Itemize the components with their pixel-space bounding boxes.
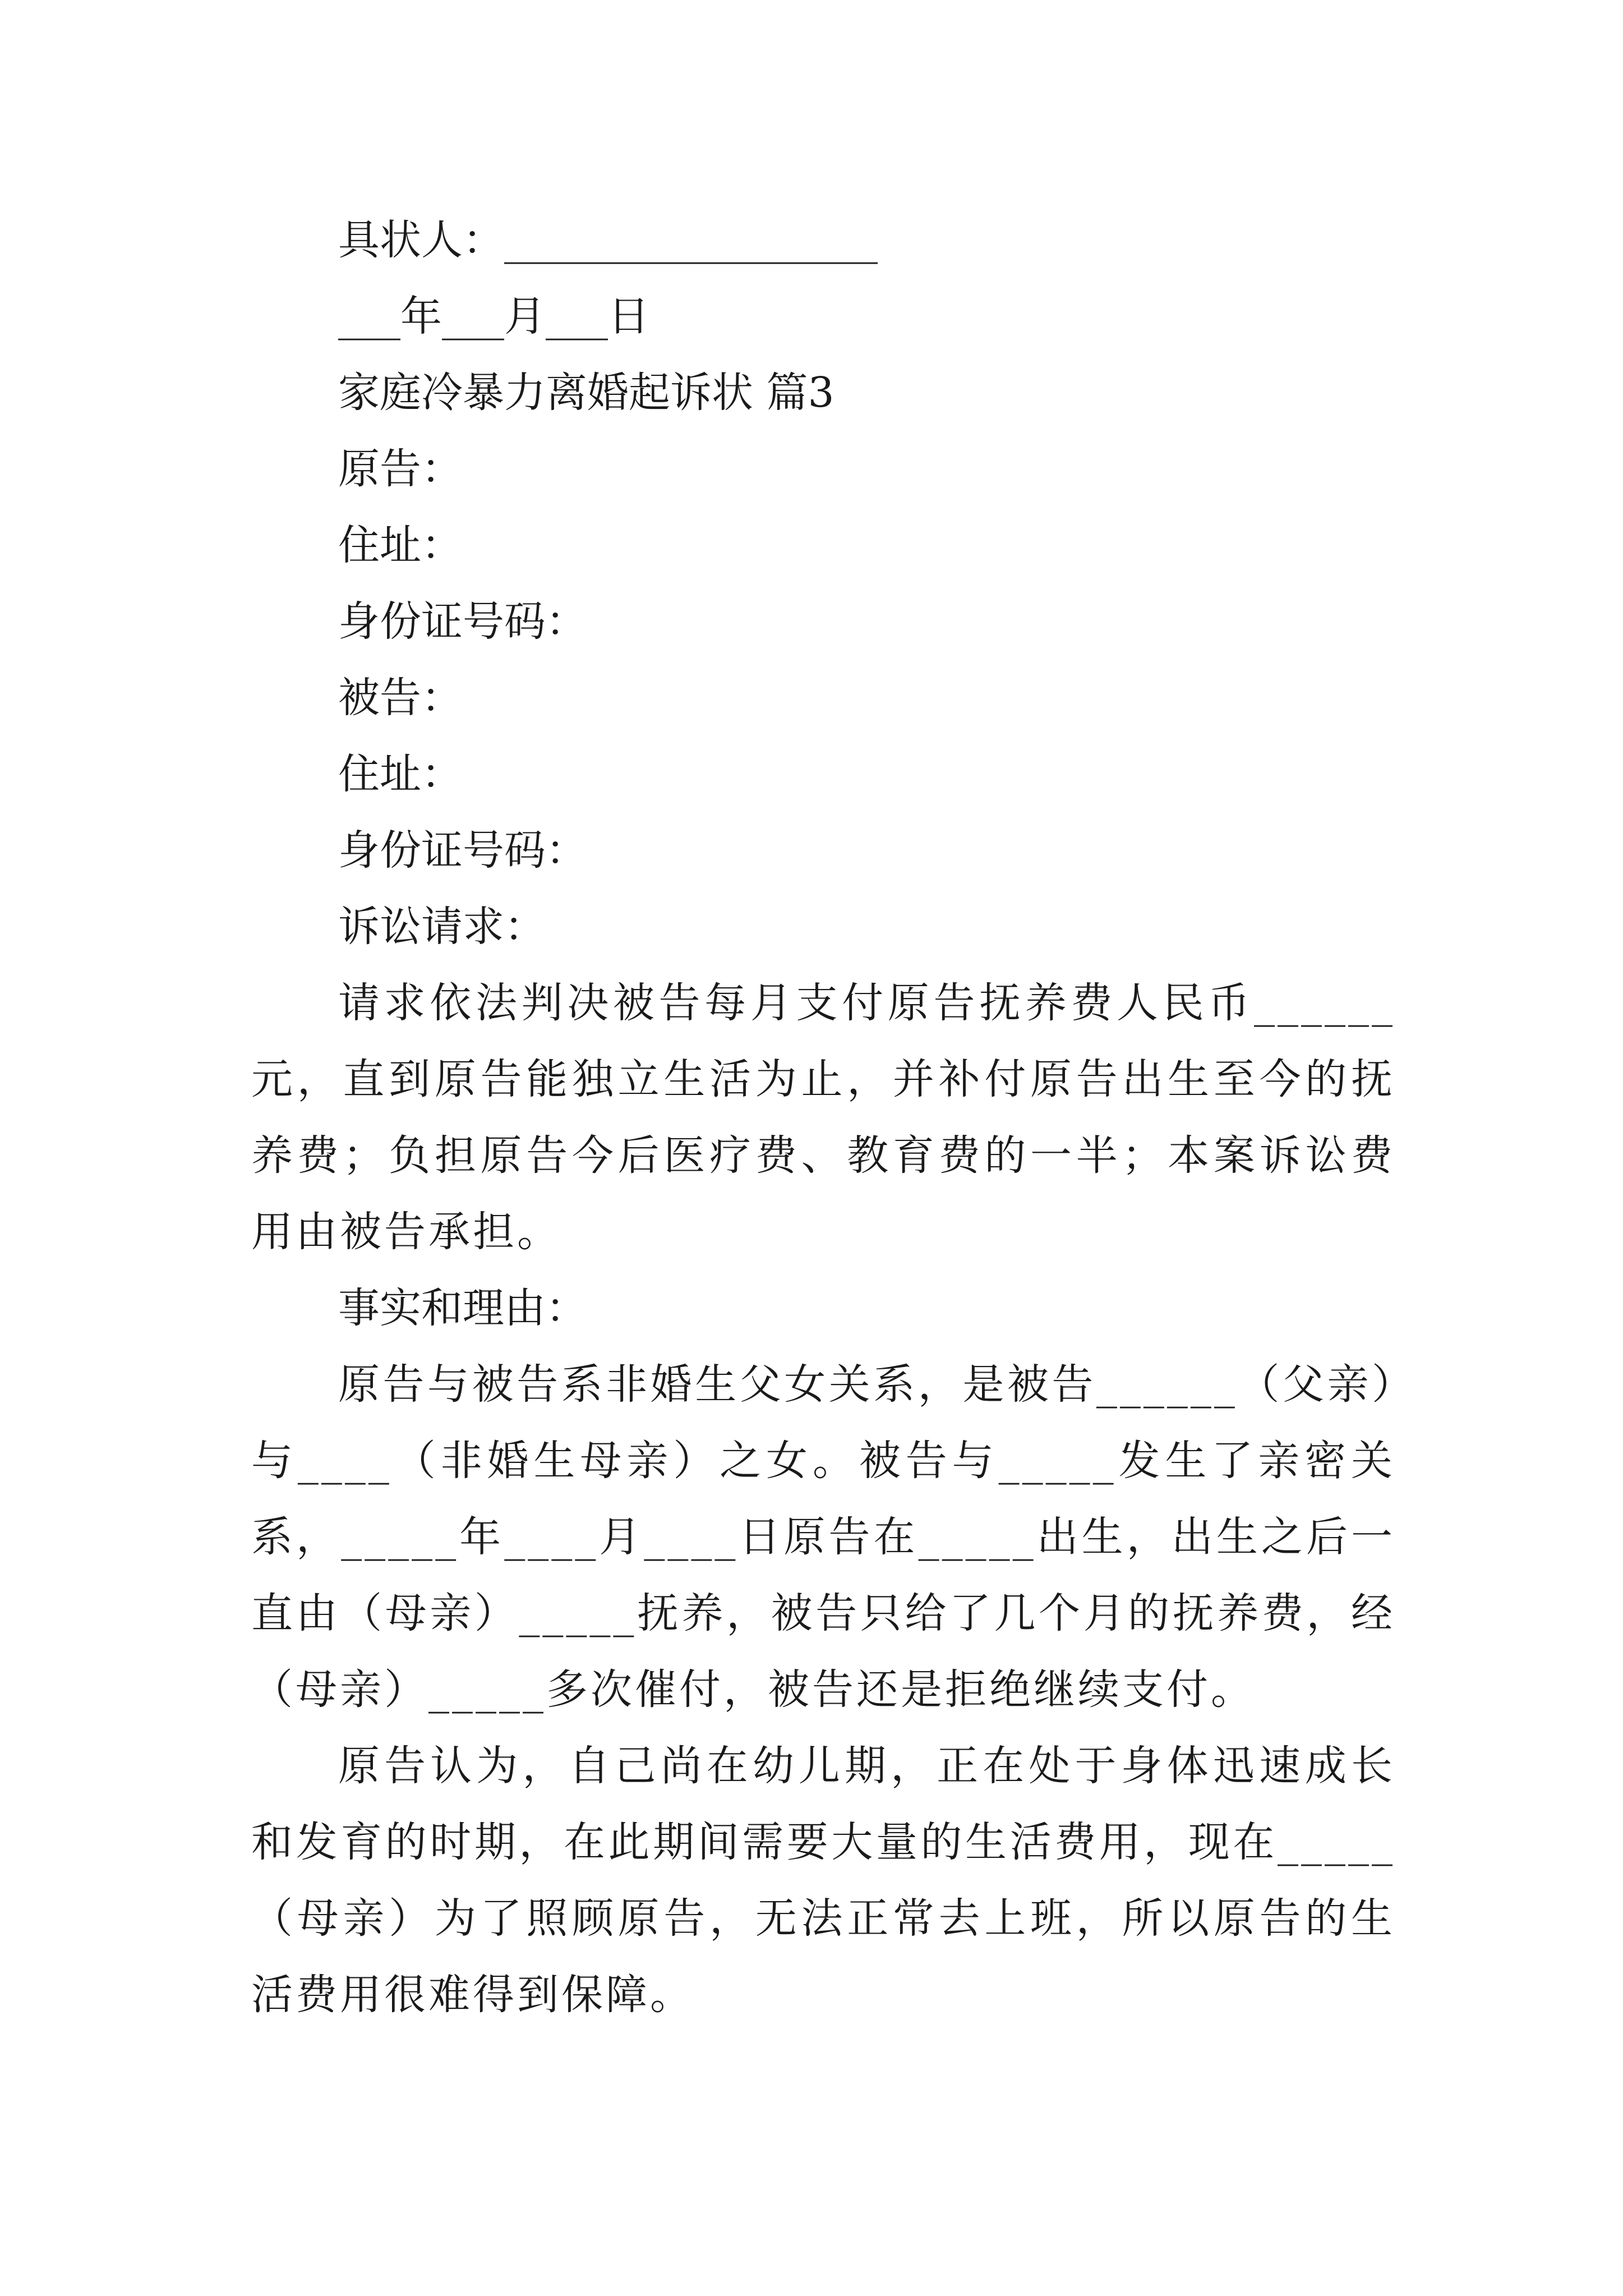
plaintiff-label: 原告： xyxy=(338,445,463,493)
defendant-id-label: 身份证号码： xyxy=(338,826,587,875)
claims-paragraph: 请求依法判决被告每月支付原告抚养费人民币______元，直到原告能独立生活为止，并补付原告出生至今的抚养费；负担原告今后医疗费、教育费的一半；本案诉讼费用由被告承担。 xyxy=(251,979,1395,1256)
plaintiff-address-label: 住址： xyxy=(338,521,463,569)
document-body xyxy=(251,202,1395,2033)
defendant-address-label: 住址： xyxy=(338,750,463,798)
defendant-label: 被告： xyxy=(338,674,463,722)
claims-heading: 诉讼请求： xyxy=(338,903,546,951)
date-line: ___年___月___日 xyxy=(338,292,649,341)
signatory-line: 具状人：__________________ xyxy=(338,216,878,264)
plaintiff-id-label: 身份证号码： xyxy=(338,597,587,646)
reasoning-paragraph: 原告认为，自己尚在幼儿期，正在处于身体迅速成长和发育的时期，在此期间需要大量的生活费用，现在_____（母亲）为了照顾原告，无法正常去上班，所以原告的生活费用很难得到保障。 xyxy=(251,1742,1395,2019)
facts-paragraph: 原告与被告系非婚生父女关系，是被告______（父亲）与____（非婚生母亲）之女。被告与_____发生了亲密关系，_____年____月____日原告在_____出生，出生之后一直由（母亲）_____抚养，被告只给了几个月的抚养费，经（母亲）_____多次催付，被告还是拒绝继续支付。 xyxy=(251,1360,1395,1714)
document-title: 家庭冷暴力离婚起诉状 篇3 xyxy=(338,369,834,417)
facts-heading: 事实和理由： xyxy=(338,1284,587,1332)
